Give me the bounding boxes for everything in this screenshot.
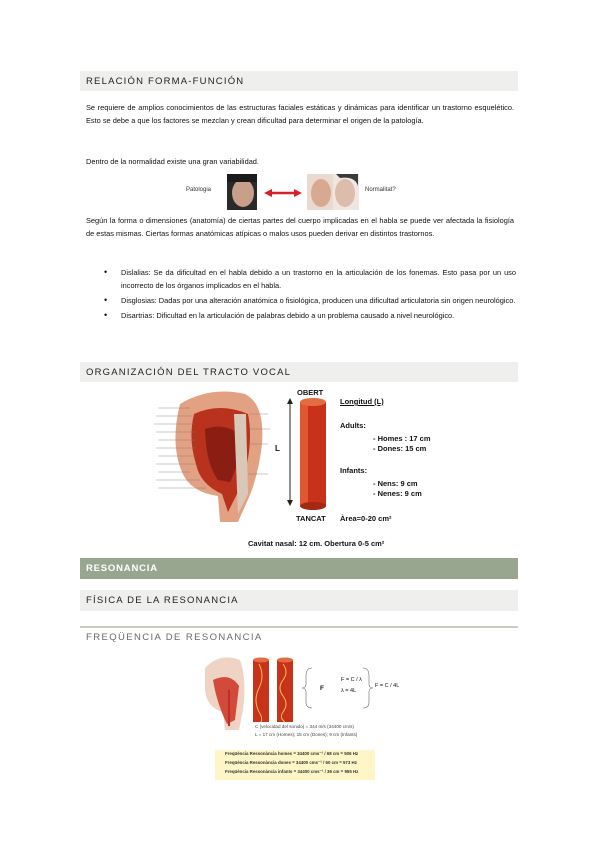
disorder-list: [104, 266, 516, 324]
section-title: FÍSICA DE LA RESONANCIA: [86, 595, 239, 606]
open-label: OBERT: [297, 388, 324, 397]
section-title: RELACIÓN FORMA-FUNCIÓN: [86, 76, 245, 87]
length-title: Longitud (L): [340, 397, 384, 406]
closed-label: TANCAT: [296, 514, 326, 523]
men-length: - Homes : 17 cm: [373, 434, 431, 443]
resonance-figure: [195, 650, 425, 780]
section-title: RESONANCIA: [86, 563, 158, 574]
equation-lambda: λ = 4L: [341, 688, 357, 694]
paragraph-anatomy: Según la forma o dimensiones (anatomía) de ciertas partes del cuerpo implicadas en el habla se puede ver afectada la fisiología de estas mismas. Ciertas formas anatómicas atípicas o malos usos pueden derivar en distintos trastornos.: [86, 216, 514, 238]
paragraph-intro: Se requiere de amplios conocimientos de las estructuras faciales estáticas y dinámicas para identificar un trastorno esquelético. Esto se debe a que los factores se mezclan y crean dificultad para determinar el origen de la patología.: [86, 103, 514, 125]
section-title: ORGANIZACIÓN DEL TRACTO VOCAL: [86, 367, 292, 378]
adults-label: Adults:: [340, 421, 366, 430]
list-item-disglosias: • Disglosias: Dadas por una alteración anatómica o fisiológica, producen una dificultad articulatoria sin origen neurológico.: [104, 294, 516, 307]
infants-label: Infants:: [340, 466, 368, 475]
faces-figure: [180, 172, 430, 212]
vocal-tract-figure: [150, 384, 450, 552]
list-item-dislalias: • Dislalias: Se da dificultad en el habla debido a un trastorno en la articulación de los fonemas. Esto pasa por un uso incorrecto de los órganos implicados en el habla.: [104, 266, 516, 292]
section-header-frecuencia: [80, 626, 518, 646]
paragraph-variability: Dentro de la normalidad existe una gran variabilidad.: [86, 157, 259, 166]
section-header-relacion: [80, 71, 518, 91]
frequency-symbol: F: [320, 685, 324, 692]
vocal-tract-illustration: [150, 384, 450, 552]
boys-length: - Nens: 9 cm: [373, 479, 418, 488]
section-title: FREQÜENCIA DE RESONANCIA: [86, 632, 263, 643]
girls-length: - Nenes: 9 cm: [373, 489, 422, 498]
section-header-resonancia: [80, 558, 518, 579]
section-header-tracto: [80, 362, 518, 382]
frequency-men: Freqüència Ressonància homes = 34400 cms⁻¹ / 68 cm = 506 Hz: [225, 751, 359, 756]
section-header-fisica: [80, 590, 518, 611]
frequency-women: Freqüència Ressonància dones = 34400 cms⁻¹ / 60 cm = 573 Hz: [225, 760, 357, 765]
list-item-disartrias: • Disartrias: Dificultad en la articulación de palabras debido a un problema causado a nivel neurológico.: [104, 309, 516, 322]
length-symbol: L: [275, 444, 280, 453]
equation-result: F = C / 4L: [375, 683, 400, 689]
length-values-line: L = 17 cm (Homes); 15 cm (Dones); 9 cm (Infants): [255, 732, 358, 737]
women-length: - Dones: 15 cm: [373, 444, 427, 453]
pathology-label: Patologia: [186, 187, 212, 193]
normality-label: Normalitat?: [365, 187, 396, 193]
nasal-cavity-caption: Cavitat nasal: 12 cm. Obertura 0-5 cm²: [248, 539, 385, 548]
frequency-infants: Freqüència Ressonància infants = 34400 cms⁻¹ / 36 cm = 955 Hz: [225, 769, 359, 774]
equation-wavelength: F = C / λ: [341, 677, 362, 683]
sound-speed-line: C (velocidad del sonido) = 344 m/s (34400 cm/s): [255, 724, 354, 729]
area-label: Àrea=0-20 cm²: [340, 514, 392, 523]
